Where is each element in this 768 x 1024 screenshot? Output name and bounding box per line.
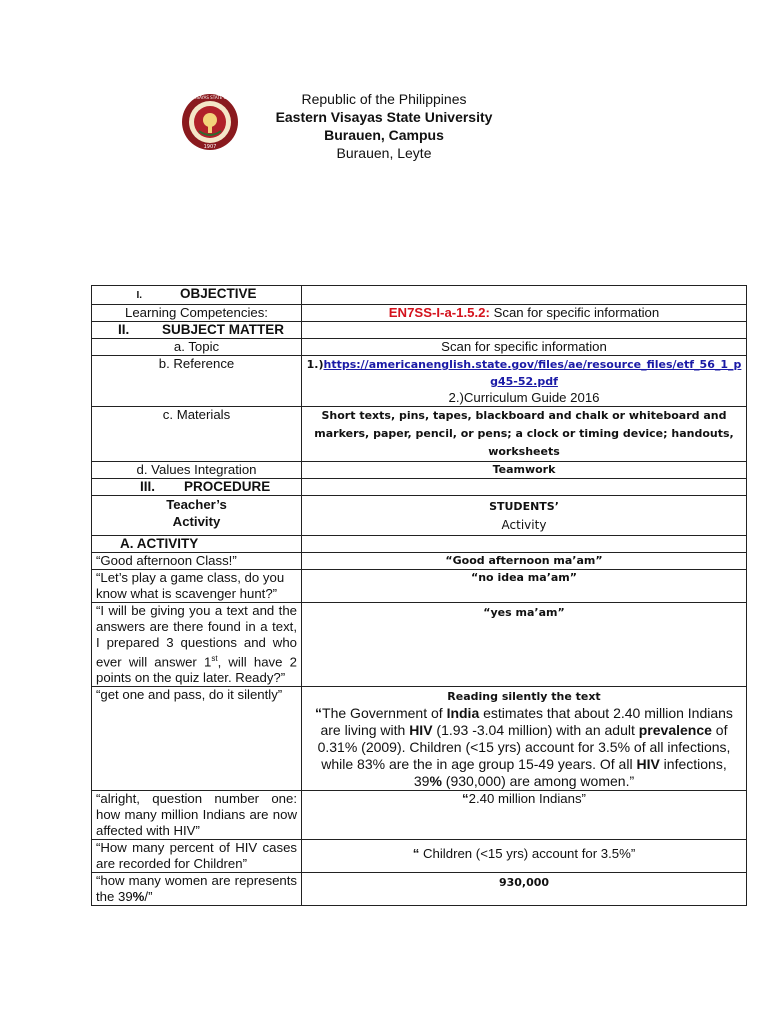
student-line: “yes ma’am” [302, 603, 747, 687]
students-activity-header: STUDENTS’ Activity [302, 496, 747, 536]
document-header [0, 90, 768, 162]
activity-header-row [92, 496, 747, 536]
activity-row [92, 536, 747, 553]
reference-curriculum: 2.)Curriculum Guide 2016 [448, 390, 600, 405]
materials-value: Short texts, pins, tapes, blackboard and chalk or whiteboard and markers, paper, pencil, or pens; a clock or timing device; handouts, worksheets [302, 407, 747, 462]
svg-text:EASTERN VISAYAS STATE UNIVERSI: EASTERN VISAYAS STATE UNIVERSITY [172, 95, 248, 100]
section-objective: I. OBJECTIVE [92, 286, 302, 305]
lesson-plan-table [91, 285, 747, 906]
learning-competencies-value: EN7SS-I-a-1.5.2: Scan for specific information [302, 305, 747, 322]
header-university: Eastern Visayas State University [275, 109, 493, 125]
topic-row [92, 339, 747, 356]
teacher-line: “Let’s play a game class, do you know what is scavenger hunt?” [92, 570, 302, 603]
student-line: “2.40 million Indians” [302, 791, 747, 840]
table-row [92, 840, 747, 873]
procedure-row [92, 479, 747, 496]
topic-label: a. Topic [92, 339, 302, 356]
reference-label: b. Reference [92, 356, 302, 407]
learning-competencies-row [92, 305, 747, 322]
header-campus: Burauen, Campus [324, 127, 444, 143]
subject-matter-row [92, 322, 747, 339]
header-location: Burauen, Leyte [336, 145, 432, 161]
section-subject-matter: II. SUBJECT MATTER [92, 322, 302, 339]
teacher-line: “get one and pass, do it silently” [92, 687, 302, 791]
section-procedure: III. PROCEDURE [92, 479, 302, 496]
reference-link[interactable]: https://americanenglish.state.gov/files/ae/resource_files/etf_56_1_pg45-52.pdf [323, 358, 742, 388]
values-integration-value: Teamwork [302, 462, 747, 479]
table-row [92, 553, 747, 570]
reference-value: 1.)https://americanenglish.state.gov/files/ae/resource_files/etf_56_1_pg45-52.pdf 2.)Curriculum Guide 2016 [302, 356, 747, 407]
materials-row [92, 407, 747, 462]
student-line: “no idea ma’am” [302, 570, 747, 603]
teacher-activity-header: Teacher’s Activity [92, 496, 302, 536]
student-line: “Good afternoon ma’am” [302, 553, 747, 570]
table-row [92, 603, 747, 687]
teacher-line: “I will be giving you a text and the answers are there found in a text, I prepared 3 questions and who ever will answer 1st, will have 2 points on the quiz later. Ready?” [92, 603, 302, 687]
reference-row [92, 356, 747, 407]
reading-text-cell [302, 687, 747, 791]
topic-value: Scan for specific information [302, 339, 747, 356]
student-line: 930,000 [302, 873, 747, 906]
activity-label: A. ACTIVITY [92, 536, 302, 553]
values-integration-row [92, 462, 747, 479]
values-integration-label: d. Values Integration [92, 462, 302, 479]
objective-row [92, 286, 747, 305]
table-row [92, 873, 747, 906]
teacher-line: “How many percent of HIV cases are recorded for Children” [92, 840, 302, 873]
learning-competencies-label: Learning Competencies: [92, 305, 302, 322]
student-line: “ Children (<15 yrs) account for 3.5%” [302, 840, 747, 873]
table-row [92, 687, 747, 791]
teacher-line: “Good afternoon Class!” [92, 553, 302, 570]
teacher-line: “alright, question number one: how many million Indians are now affected with HIV” [92, 791, 302, 840]
table-row [92, 570, 747, 603]
reading-heading: Reading silently the text [447, 690, 601, 704]
reading-passage: “The Government of India estimates that about 2.40 million Indians are living with HIV (1.93 -3.04 million) with an adult prevalence of 0.31% (2009). Children (<15 yrs) account for 3.5% of all infections, while 83% are the in age group 15-49 years. Of all HIV infections, 39% (930,000) are among women.” [315, 705, 733, 790]
materials-label: c. Materials [92, 407, 302, 462]
svg-text:1907: 1907 [203, 144, 217, 150]
table-row [92, 791, 747, 840]
teacher-line: “how many women are represents the 39%/” [92, 873, 302, 906]
header-republic: Republic of the Philippines [301, 91, 467, 107]
